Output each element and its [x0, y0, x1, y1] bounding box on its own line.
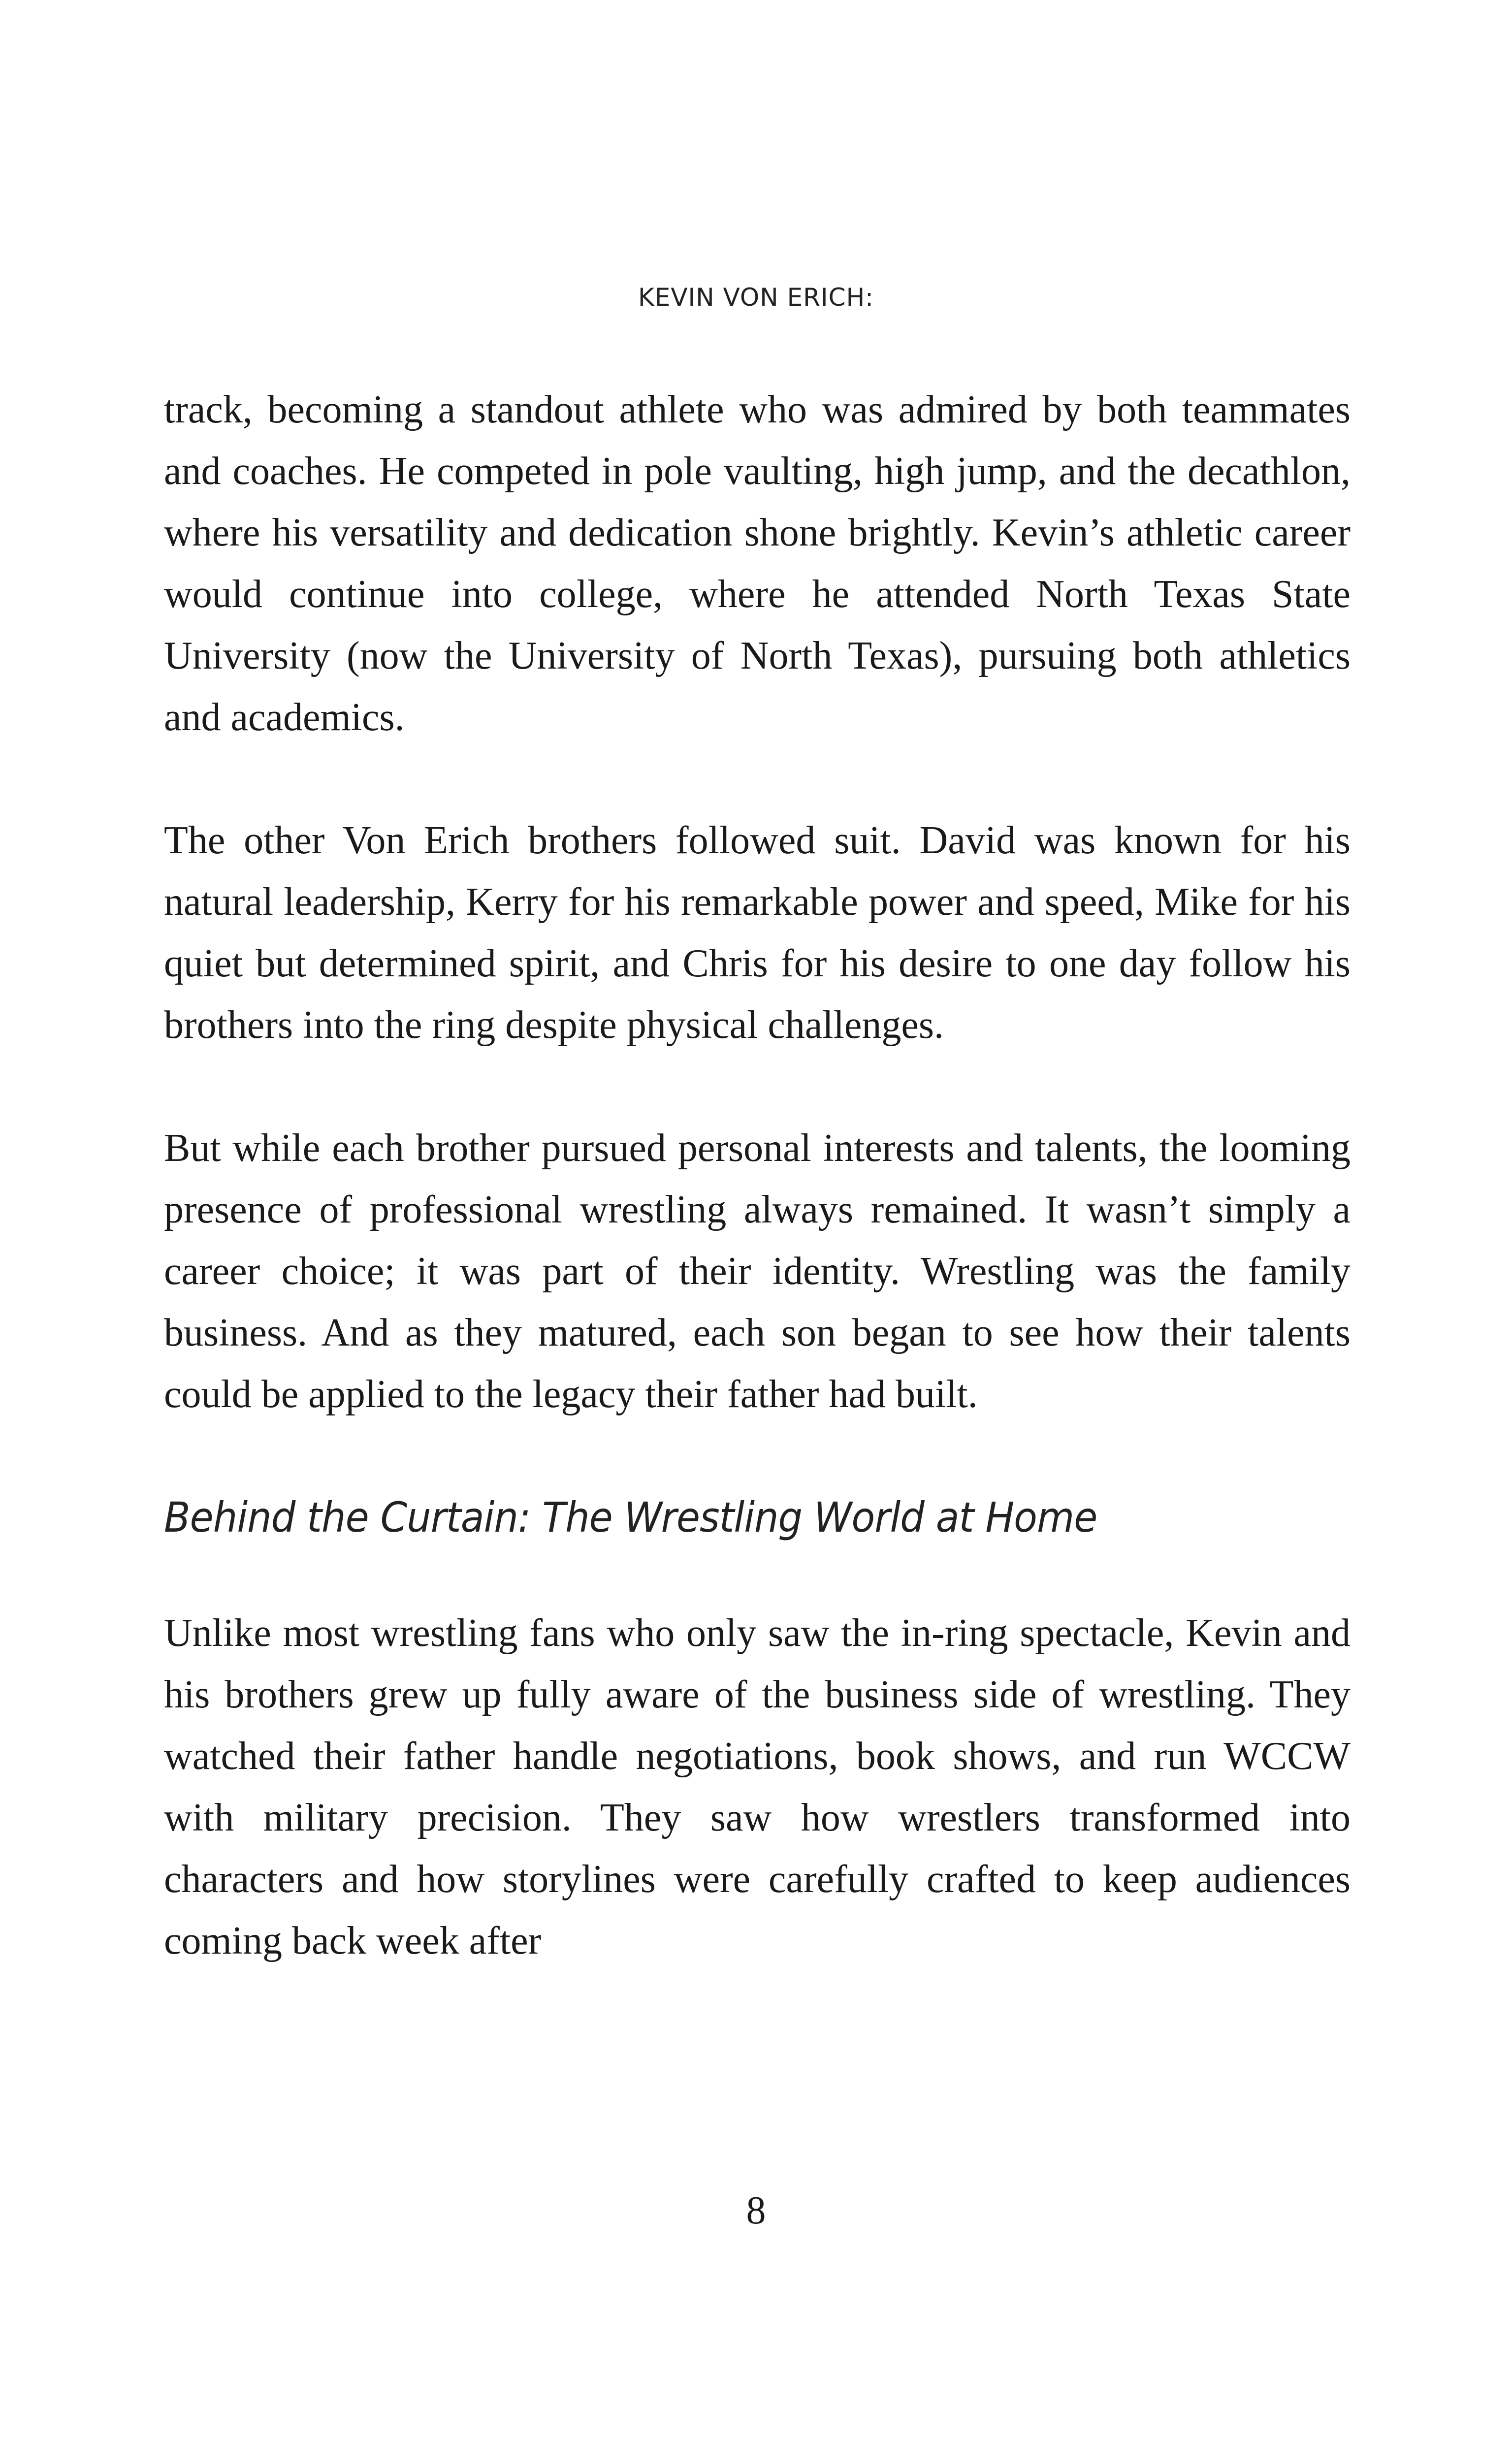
paragraph-brothers: The other Von Erich brothers followed suit. David was known for his natural leadership, Kerry for his remarkable power and speed, Mike for his quiet but determined spirit, and Chris for his desire to one day follow his brothers into the ring despite physical challenges. [164, 819, 1351, 1047]
paragraph-family-business: But while each brother pursued personal interests and talents, the looming presence of professional wrestling always remained. It wasn’t simply a career choice; it was part of their identity. Wrestling was the family business. And as they matured, each son began to see how their talents could be applied to the legacy their father had built. [164, 1126, 1351, 1416]
section-heading: Behind the Curtain: The Wrestling World at Home [164, 1493, 1097, 1542]
running-header: KEVIN VON ERICH: [638, 283, 874, 312]
page-number: 8 [746, 2189, 766, 2232]
paragraph-athletics: track, becoming a standout athlete who was admired by both teammates and coaches. He competed in pole vaulting, high jump, and the decathlon, where his versatility and dedication shone brightly. Kevin’s athletic career would continue into college, where he attended North Texas State University (now the University of North Texas), pursuing both athletics and academics. [164, 388, 1351, 739]
paragraph-behind-the-curtain: Unlike most wrestling fans who only saw the in-ring spectacle, Kevin and his brothers grew up fully aware of the business side of wrestling. They watched their father handle negotiations, book shows, and run WCCW with military precision. They saw how wrestlers transformed into characters and how storylines were carefully crafted to keep audiences coming back week after [164, 1611, 1351, 1962]
body-text [164, 379, 1351, 2033]
